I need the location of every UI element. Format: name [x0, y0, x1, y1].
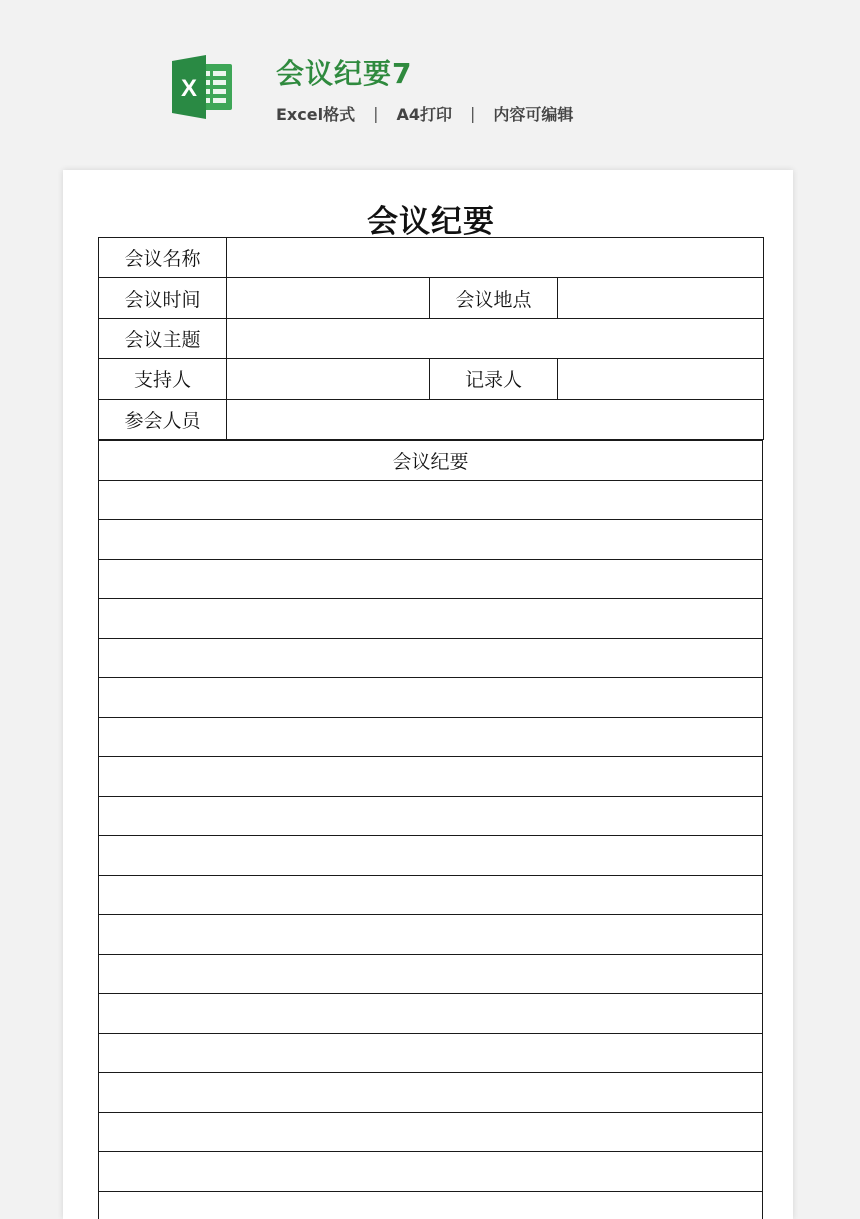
host-field[interactable] [227, 359, 430, 399]
notes-line[interactable] [99, 520, 763, 560]
notes-line-row [99, 836, 763, 876]
notes-line-row [99, 1152, 763, 1192]
meta-separator: | [373, 104, 379, 123]
label-meeting-topic: 会议主题 [99, 318, 227, 358]
table-row [99, 441, 763, 481]
notes-line[interactable] [99, 1191, 763, 1219]
meta-print: A4打印 [396, 105, 452, 124]
notes-line[interactable] [99, 1033, 763, 1073]
label-meeting-time: 会议时间 [99, 278, 227, 318]
document-sheet [63, 170, 793, 1219]
label-meeting-location: 会议地点 [430, 278, 558, 318]
table-row [99, 278, 764, 318]
meeting-time-field[interactable] [227, 278, 430, 318]
notes-line-row [99, 954, 763, 994]
notes-line[interactable] [99, 796, 763, 836]
notes-line[interactable] [99, 836, 763, 876]
notes-line[interactable] [99, 1152, 763, 1192]
notes-line[interactable] [99, 915, 763, 955]
notes-line[interactable] [99, 954, 763, 994]
file-meta [276, 102, 573, 125]
page-header [0, 0, 860, 160]
meeting-topic-field[interactable] [227, 318, 764, 358]
document-title: 会议纪要 [367, 204, 495, 240]
notes-line-row [99, 678, 763, 718]
notes-line[interactable] [99, 480, 763, 520]
notes-line-row [99, 717, 763, 757]
table-row [99, 399, 764, 439]
notes-line[interactable] [99, 559, 763, 599]
label-host: 支持人 [99, 359, 227, 399]
notes-line-row [99, 1191, 763, 1219]
attendees-field[interactable] [227, 399, 764, 439]
label-meeting-name: 会议名称 [99, 238, 227, 278]
notes-line-row [99, 520, 763, 560]
notes-line-row [99, 796, 763, 836]
notes-line[interactable] [99, 994, 763, 1034]
notes-line[interactable] [99, 638, 763, 678]
notes-line-row [99, 559, 763, 599]
recorder-field[interactable] [558, 359, 764, 399]
notes-line-row [99, 757, 763, 797]
notes-line[interactable] [99, 875, 763, 915]
notes-line-row [99, 480, 763, 520]
notes-line[interactable] [99, 757, 763, 797]
notes-header: 会议纪要 [99, 441, 763, 481]
meeting-info-table [98, 237, 764, 440]
meeting-location-field[interactable] [558, 278, 764, 318]
page-title: 会议纪要7 [276, 57, 413, 90]
notes-line[interactable] [99, 1112, 763, 1152]
notes-line-row [99, 994, 763, 1034]
notes-line-row [99, 875, 763, 915]
meta-format: Excel格式 [276, 105, 356, 124]
meeting-name-field[interactable] [227, 238, 764, 278]
table-row [99, 318, 764, 358]
notes-line-row [99, 1073, 763, 1113]
notes-line[interactable] [99, 717, 763, 757]
excel-icon [170, 55, 234, 119]
logo-letter: X [180, 75, 198, 102]
meta-editable: 内容可编辑 [493, 105, 574, 124]
table-row [99, 359, 764, 399]
meta-separator: | [470, 104, 476, 123]
label-attendees: 参会人员 [99, 399, 227, 439]
notes-line[interactable] [99, 678, 763, 718]
notes-line[interactable] [99, 1073, 763, 1113]
notes-line-row [99, 1033, 763, 1073]
notes-line-row [99, 915, 763, 955]
table-row [99, 238, 764, 278]
notes-line-row [99, 1112, 763, 1152]
meeting-notes-table [98, 440, 763, 1219]
label-recorder: 记录人 [430, 359, 558, 399]
notes-line-row [99, 599, 763, 639]
notes-line-row [99, 638, 763, 678]
notes-line[interactable] [99, 599, 763, 639]
